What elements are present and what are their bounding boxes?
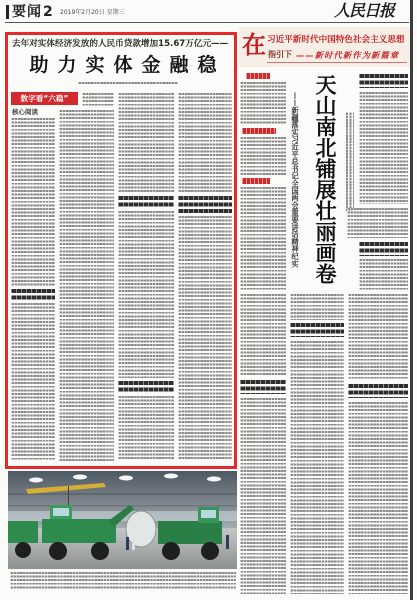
section-title: 要闻 bbox=[12, 4, 42, 20]
article-kicker: 去年对实体经济发放的人民币贷款增加15.67万亿元—— bbox=[12, 39, 229, 49]
feature-subhead bbox=[240, 380, 286, 394]
cab-window bbox=[53, 508, 69, 516]
worker bbox=[126, 537, 129, 550]
masthead-logo: 人民日报 bbox=[334, 1, 395, 20]
green-machine-body bbox=[42, 519, 116, 543]
page-edge bbox=[410, 0, 413, 600]
ceiling-light bbox=[73, 475, 87, 480]
feature-body-text bbox=[348, 294, 408, 380]
header-rule bbox=[5, 22, 409, 23]
banner-rule bbox=[267, 62, 407, 63]
ceiling-light bbox=[29, 478, 43, 483]
feature-subhead bbox=[348, 384, 408, 398]
roof-beam bbox=[8, 505, 237, 507]
machine-wheel bbox=[201, 542, 219, 560]
photo-caption bbox=[10, 572, 236, 589]
ceiling-light bbox=[119, 476, 133, 481]
core-reading-label: 核心阅读 bbox=[12, 108, 38, 116]
sidebar-text bbox=[359, 92, 408, 204]
white-drum bbox=[126, 511, 156, 547]
machine-wheel bbox=[162, 542, 180, 560]
banner-title: 习近平新时代中国特色社会主义思想 bbox=[267, 35, 405, 45]
worker bbox=[132, 539, 135, 550]
worker bbox=[226, 535, 229, 549]
factory-photo bbox=[8, 471, 237, 569]
banner-series-name: ——新时代新作为新篇章 bbox=[296, 50, 400, 60]
article-highlight-box[interactable] bbox=[5, 32, 237, 469]
column-tag: 数字看“六稳” bbox=[11, 92, 78, 105]
feature-body-text bbox=[240, 82, 286, 125]
feature-body-text bbox=[240, 137, 286, 175]
ceiling-light bbox=[164, 474, 178, 479]
roof-beam bbox=[8, 493, 237, 495]
stat-figure bbox=[242, 178, 270, 184]
feature-body-text bbox=[347, 208, 408, 238]
stat-figure bbox=[242, 128, 276, 134]
series-banner bbox=[239, 27, 410, 67]
feature-body-text bbox=[240, 398, 286, 594]
article-headline: 助力实体金融稳 bbox=[29, 54, 226, 76]
sidebar-text bbox=[359, 259, 408, 290]
section-marker bbox=[6, 5, 9, 19]
feature-subhead bbox=[290, 323, 344, 337]
stat-figure bbox=[246, 73, 270, 79]
cab-window bbox=[201, 510, 216, 518]
issue-date: 2019年2月20日 星期三 bbox=[60, 9, 125, 16]
page-number: 2 bbox=[43, 4, 53, 20]
ceiling-light bbox=[207, 477, 221, 482]
feature-subtitle: ——新疆落实习近平总书记全国两会重要讲话精神纪实 bbox=[291, 92, 300, 268]
sidebar-quote bbox=[359, 74, 408, 88]
feature-body-text bbox=[290, 341, 344, 594]
feature-body-text bbox=[290, 294, 344, 320]
machine-wheel bbox=[15, 542, 31, 558]
feature-body-text bbox=[240, 294, 286, 376]
green-machine-body bbox=[8, 521, 38, 543]
feature-byline bbox=[346, 112, 354, 212]
banner-guidance: 指引下 bbox=[268, 50, 292, 59]
banner-lead-char: 在 bbox=[242, 31, 266, 59]
green-machine-body bbox=[158, 521, 222, 544]
machine-wheel bbox=[49, 542, 67, 560]
sidebar-quote bbox=[359, 242, 408, 256]
machine-wheel bbox=[91, 542, 109, 560]
feature-body-text bbox=[348, 402, 408, 594]
feature-headline: 天山南北铺展壮丽画卷 bbox=[313, 74, 337, 284]
feature-body-text bbox=[240, 187, 286, 290]
